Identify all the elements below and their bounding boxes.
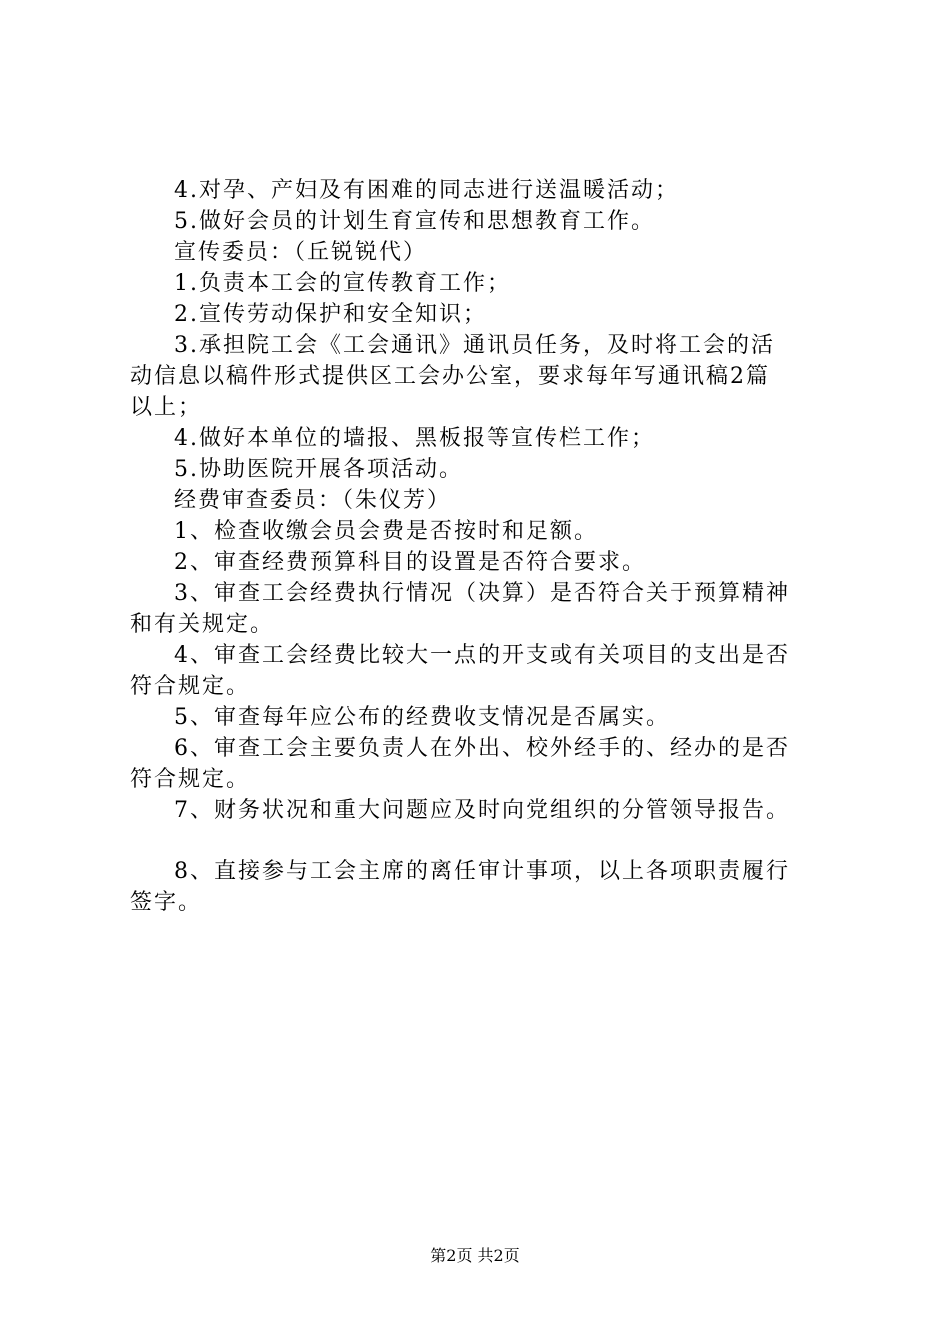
text-line: 1.负责本工会的宣传教育工作； — [174, 271, 511, 296]
text-line: 5.做好会员的计划生育宣传和思想教育工作。 — [174, 209, 655, 234]
text-line: 1、检查收缴会员会费是否按时和足额。 — [174, 519, 598, 544]
text-line: 4、审查工会经费比较大一点的开支或有关项目的支出是否 — [174, 643, 790, 668]
text-line: 2.宣传劳动保护和安全知识； — [174, 302, 487, 327]
text-line: 经费审查委员：（朱仪芳） — [174, 488, 452, 513]
text-line: 4.做好本单位的墙报、黑板报等宣传栏工作； — [174, 426, 655, 451]
text-line: 以上； — [130, 395, 203, 420]
text-line: 2、审查经费预算科目的设置是否符合要求。 — [174, 550, 646, 575]
text-line: 动信息以稿件形式提供区工会办公室，要求每年写通讯稿2篇 — [130, 364, 770, 389]
page-footer: 第2页 共2页 — [430, 1246, 520, 1265]
text-line: 5、审查每年应公布的经费收支情况是否属实。 — [174, 705, 670, 730]
text-line: 8、直接参与工会主席的离任审计事项，以上各项职责履行 — [174, 859, 790, 884]
text-line: 宣传委员：（丘锐锐代） — [174, 240, 428, 265]
document-body — [130, 175, 830, 918]
text-line: 和有关规定。 — [130, 612, 275, 637]
text-line: 7、财务状况和重大问题应及时向党组织的分管领导报告。 — [174, 798, 790, 823]
text-line: 5.协助医院开展各项活动。 — [174, 457, 463, 482]
text-line: 6、审查工会主要负责人在外出、校外经手的、经办的是否 — [174, 736, 790, 761]
text-line: 符合规定。 — [130, 674, 251, 699]
text-line: 3、审查工会经费执行情况（决算）是否符合关于预算精神 — [174, 581, 790, 606]
text-line: 3.承担院工会《工会通讯》通讯员任务，及时将工会的活 — [174, 333, 775, 358]
text-line: 签字。 — [130, 890, 203, 915]
text-line: 符合规定。 — [130, 767, 251, 792]
text-line: 4.对孕、产妇及有困难的同志进行送温暖活动； — [174, 178, 679, 203]
paragraph-spacer — [130, 826, 830, 856]
